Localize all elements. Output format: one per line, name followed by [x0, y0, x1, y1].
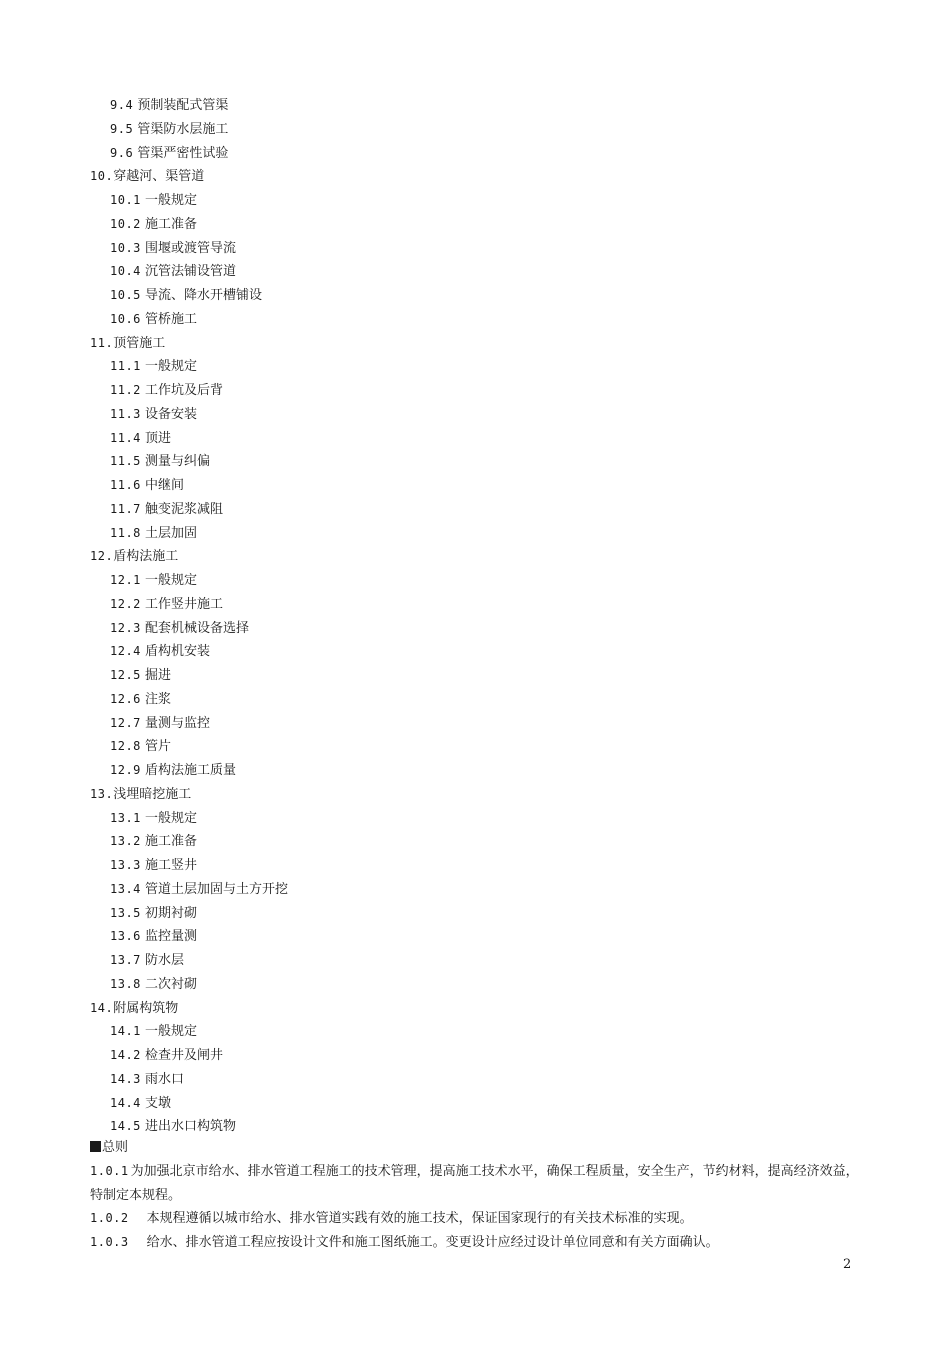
general-provisions-section [90, 1136, 870, 1254]
toc-entry [90, 284, 870, 308]
toc-number: 12.9 [110, 763, 141, 777]
toc-entry [90, 498, 870, 522]
toc-entry [90, 189, 870, 213]
toc-title: 触变泥浆减阻 [145, 501, 224, 517]
toc-number: 13.8 [110, 976, 141, 991]
toc-entry [90, 522, 870, 546]
toc-entry [90, 1092, 870, 1116]
toc-number: 14. [90, 1000, 114, 1015]
paragraph-number: 1.0.1 [90, 1164, 129, 1178]
toc-number: 11.5 [110, 454, 141, 469]
toc-number: 11.1 [110, 359, 141, 374]
toc-title: 一般规定 [145, 359, 198, 375]
toc-entry [90, 830, 870, 854]
toc-entry [90, 688, 870, 712]
toc-number: 12.7 [110, 715, 141, 730]
toc-title: 沉管法铺设管道 [145, 264, 237, 280]
toc-title: 附属构筑物 [113, 1000, 179, 1016]
toc-title: 配套机械设备选择 [145, 620, 250, 636]
toc-entry [90, 735, 870, 759]
toc-number: 11.4 [110, 430, 141, 445]
toc-title: 导流、降水开槽铺设 [145, 288, 263, 303]
section-heading-text: 总则 [102, 1140, 129, 1155]
toc-title: 管渠防水层施工 [137, 121, 229, 137]
toc-chapter [90, 997, 870, 1021]
toc-title: 一般规定 [145, 573, 198, 588]
toc-entry [90, 427, 870, 451]
toc-entry [90, 902, 870, 926]
toc-title: 工作竖井施工 [145, 596, 224, 612]
toc-title: 二次衬砌 [145, 976, 198, 992]
toc-title: 监控量测 [145, 929, 198, 945]
toc-title: 预制装配式管渠 [137, 98, 229, 113]
toc-number: 10.4 [110, 264, 141, 279]
toc-title: 中继间 [145, 478, 185, 493]
toc-entry [90, 142, 870, 166]
toc-number: 13.3 [110, 858, 141, 872]
section-heading [90, 1136, 870, 1160]
paragraph-number: 1.0.3 [90, 1234, 129, 1249]
toc-number: 11.3 [110, 406, 141, 421]
toc-entry [90, 118, 870, 142]
toc-entry [90, 617, 870, 641]
toc-number: 13.6 [110, 929, 141, 944]
toc-entry [90, 260, 870, 284]
toc-number: 9.6 [110, 145, 134, 160]
toc-number: 11.6 [110, 478, 141, 492]
toc-entry [90, 759, 870, 783]
toc-number: 12.8 [110, 739, 141, 754]
toc-entry [90, 569, 870, 593]
toc-number: 12.4 [110, 644, 141, 659]
toc-entry [90, 1044, 870, 1068]
toc-title: 一般规定 [145, 1024, 198, 1040]
toc-number: 12. [90, 549, 114, 564]
toc-number: 14.4 [110, 1095, 141, 1110]
toc-number: 10.2 [110, 216, 141, 231]
toc-entry [90, 640, 870, 664]
toc-entry [90, 949, 870, 973]
toc-number: 10. [90, 169, 114, 184]
toc-number: 12.6 [110, 691, 141, 706]
toc-number: 14.2 [110, 1048, 141, 1062]
toc-title: 盾构法施工 [113, 549, 179, 565]
toc-entry [90, 664, 870, 688]
toc-number: 10.5 [110, 288, 141, 302]
paragraph-text: 为加强北京市给水、排水管道工程施工的技术管理，提高施工技术水平，确保工程质量，安全生产，节约材料，提高经济效益，特制定本规程。 [90, 1164, 859, 1203]
toc-title: 一般规定 [145, 193, 198, 208]
toc-title: 工作坑及后背 [145, 383, 224, 398]
toc-entry [90, 593, 870, 617]
toc-title: 盾构法施工质量 [145, 763, 237, 778]
toc-number: 9.5 [110, 121, 134, 136]
toc-number: 13. [90, 786, 114, 801]
toc-title: 进出水口构筑物 [145, 1119, 237, 1135]
toc-number: 12.5 [110, 668, 141, 682]
toc-title: 围堰或渡管导流 [145, 240, 237, 256]
toc-number: 13.5 [110, 905, 141, 920]
toc-entry [90, 807, 870, 831]
toc-chapter [90, 165, 870, 189]
toc-entry [90, 1068, 870, 1092]
toc-entry [90, 213, 870, 237]
toc-entry [90, 1020, 870, 1044]
black-square-icon [90, 1141, 101, 1152]
toc-number: 12.1 [110, 573, 141, 587]
toc-entry [90, 973, 870, 997]
toc-number: 11. [90, 335, 114, 350]
paragraph-1-0-2 [90, 1207, 870, 1231]
toc-number: 11.7 [110, 501, 141, 516]
toc-chapter [90, 783, 870, 807]
toc-number: 13.4 [110, 881, 141, 896]
toc-number: 10.6 [110, 311, 141, 326]
paragraph-1-0-1 [90, 1160, 870, 1207]
toc-entry [90, 474, 870, 498]
toc-title: 施工准备 [145, 834, 198, 850]
toc-title: 支墩 [145, 1095, 172, 1111]
toc-entry [90, 94, 870, 118]
toc-number: 14.1 [110, 1024, 141, 1039]
toc-title: 设备安装 [145, 406, 198, 422]
toc-entry [90, 854, 870, 878]
page-number: 2 [843, 1257, 852, 1272]
toc-title: 测量与纠偏 [145, 454, 211, 470]
toc-entry [90, 308, 870, 332]
toc-title: 一般规定 [145, 810, 198, 826]
toc-entry [90, 450, 870, 474]
toc-title: 施工准备 [145, 216, 198, 232]
paragraph-number: 1.0.2 [90, 1211, 129, 1225]
toc-chapter [90, 332, 870, 356]
toc-number: 14.5 [110, 1119, 141, 1134]
paragraph-text: 给水、排水管道工程应按设计文件和施工图纸施工。变更设计应经过设计单位同意和有关方面确认。 [146, 1234, 719, 1250]
toc-title: 雨水口 [145, 1071, 185, 1087]
toc-number: 13.1 [110, 810, 141, 825]
toc-title: 浅埋暗挖施工 [113, 786, 192, 802]
toc-title: 盾构机安装 [145, 644, 211, 660]
toc-title: 管渠严密性试验 [137, 145, 229, 161]
toc-number: 10.3 [110, 240, 141, 255]
toc-title: 注浆 [145, 691, 172, 707]
toc-title: 管桥施工 [145, 311, 198, 327]
toc-number: 11.8 [110, 525, 141, 540]
toc-number: 13.7 [110, 953, 141, 967]
toc-title: 土层加固 [145, 525, 198, 541]
toc-title: 施工竖井 [145, 858, 198, 873]
toc-title: 初期衬砌 [145, 905, 198, 921]
toc-title: 检查井及闸井 [145, 1048, 224, 1063]
toc-entry [90, 403, 870, 427]
toc-title: 顶进 [145, 430, 172, 446]
toc-chapter [90, 545, 870, 569]
toc-title: 穿越河、渠管道 [113, 169, 205, 185]
paragraph-1-0-3 [90, 1231, 870, 1255]
toc-number: 13.2 [110, 834, 141, 849]
toc-number: 10.1 [110, 193, 141, 207]
toc-entry [90, 379, 870, 403]
toc-number: 9.4 [110, 98, 134, 112]
toc-title: 防水层 [145, 953, 185, 968]
toc-title: 管片 [145, 739, 172, 755]
toc-number: 14.3 [110, 1071, 141, 1086]
toc-entry [90, 355, 870, 379]
toc-title: 顶管施工 [113, 335, 166, 351]
toc-title: 量测与监控 [145, 715, 211, 731]
toc-number: 12.2 [110, 596, 141, 611]
toc-title: 管道土层加固与土方开挖 [145, 881, 289, 897]
toc-entry [90, 925, 870, 949]
toc-entry [90, 237, 870, 261]
toc-title: 掘进 [145, 668, 172, 683]
paragraph-text: 本规程遵循以城市给水、排水管道实践有效的施工技术，保证国家现行的有关技术标准的实现。 [146, 1211, 693, 1226]
toc-entry [90, 878, 870, 902]
toc-number: 11.2 [110, 383, 141, 397]
table-of-contents [90, 94, 870, 1139]
toc-entry [90, 712, 870, 736]
toc-number: 12.3 [110, 620, 141, 635]
